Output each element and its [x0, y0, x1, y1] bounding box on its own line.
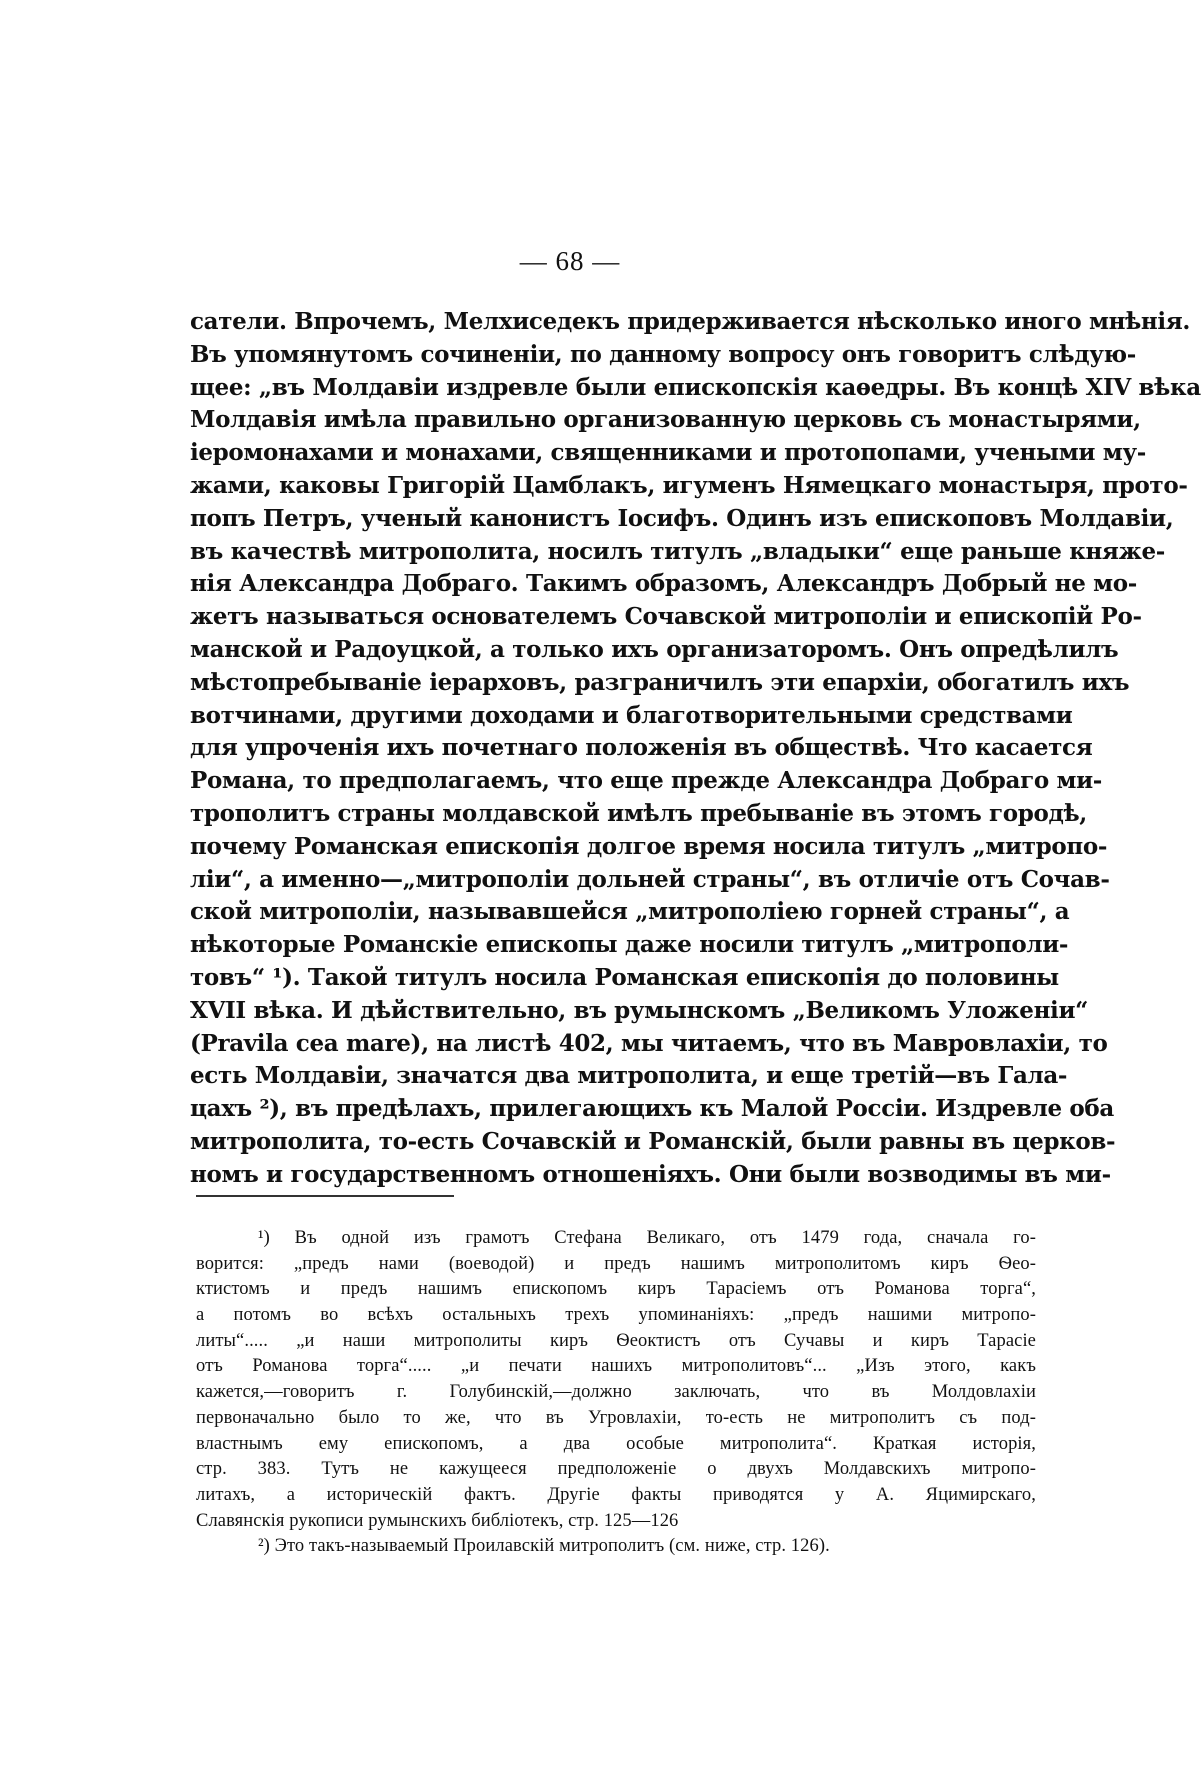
text-line: номъ и государственномъ отношеніяхъ. Они были возводимы въ ми-	[190, 1160, 1111, 1188]
footnote-1-line: первоначально было то же, что въ Угровлахіи, то-есть не митрополитъ съ под-	[196, 1407, 1036, 1428]
footnotes-block	[196, 1226, 1036, 1560]
text-line: ліи“, а именно—„митрополіи дольней страны“, въ отличіе отъ Сочав-	[190, 865, 1110, 893]
footnote-1-line: кажется,—говоритъ г. Голубинскій,—должно заключать, что въ Молдовлахіи	[196, 1382, 1036, 1403]
footnote-1-line: Славянскія рукописи румынскихъ библіотекъ, стр. 125—126	[196, 1510, 679, 1531]
text-line: Романа, то предполагаемъ, что еще прежде Александра Добраго ми-	[190, 767, 1102, 795]
text-line: для упроченія ихъ почетнаго положенія въ обществѣ. Что касается	[190, 734, 1093, 762]
text-line: митрополита, то-есть Сочавскій и Романскій, были равны въ церков-	[190, 1127, 1116, 1155]
footnote-1-line: литахъ, а историческій фактъ. Другіе факты приводятся у А. Яцимирскаго,	[196, 1484, 1036, 1505]
text-line: (Pravila cea mare), на листѣ 402, мы читаемъ, что въ Мавровлахіи, то	[190, 1029, 1108, 1057]
text-line: ской митрополіи, называвшейся „митрополіею горней страны“, а	[190, 898, 1070, 926]
footnote-1-line: стр. 383. Тутъ не кажущееся предположеніе о двухъ Молдавскихъ митропо-	[196, 1459, 1036, 1480]
text-line: Въ упомянутомъ сочиненіи, по данному вопросу онъ говоритъ слѣдую-	[190, 340, 1136, 368]
text-line: вотчинами, другими доходами и благотворительными средствами	[190, 701, 1073, 729]
footnote-1-line: литы“..... „и наши митрополиты киръ Ѳеоктистъ отъ Сучавы и киръ Тарасіе	[196, 1330, 1036, 1351]
text-line: щее: „въ Молдавіи издревле были епископскія каѳедры. Въ концѣ XIV вѣка	[190, 373, 1201, 401]
text-line: нія Александра Добраго. Такимъ образомъ, Александръ Добрый не мо-	[190, 570, 1137, 598]
text-line: товъ“ ¹). Такой титулъ носила Романская епископія до половины	[190, 963, 1059, 991]
footnote-1-line: отъ Романова торга“..... „и печати нашихъ митрополитовъ“... „Изъ этого, какъ	[196, 1356, 1036, 1377]
text-line: жетъ называться основателемъ Сочавской митрополіи и епископій Ро-	[190, 603, 1142, 631]
text-line: въ качествѣ митрополита, носилъ титулъ „владыки“ еще раньше княже-	[190, 537, 1165, 565]
text-line: сатели. Впрочемъ, Мелхиседекъ придерживается нѣсколько иного мнѣнія.	[190, 308, 1191, 335]
page-number: — 68 —	[519, 246, 621, 276]
footnote-separator	[196, 1195, 454, 1197]
text-line: цахъ ²), въ предѣлахъ, прилегающихъ къ Малой Россіи. Издревле оба	[190, 1095, 1114, 1123]
main-text-block	[190, 306, 1201, 1192]
text-line: іеромонахами и монахами, священниками и протопопами, учеными му-	[190, 439, 1146, 467]
footnote-1-line: властнымъ ему епископомъ, а два особые митрополита“. Краткая исторія,	[196, 1433, 1036, 1454]
text-line: попъ Петръ, ученый канонистъ Іосифъ. Одинъ изъ епископовъ Молдавіи,	[190, 504, 1174, 532]
footnote-1-line: ворится: „предъ нами (воеводой) и предъ нашимъ митрополитомъ киръ Ѳео-	[196, 1253, 1036, 1274]
footnote-2: ²) Это такъ-называемый Проилавскій митрополитъ (см. ниже, стр. 126).	[258, 1536, 830, 1557]
text-line: XVII вѣка. И дѣйствительно, въ румынскомъ „Великомъ Уложеніи“	[190, 996, 1089, 1024]
text-line: мѣстопребываніе іерарховъ, разграничилъ эти епархіи, обогатилъ ихъ	[190, 668, 1130, 696]
footnote-1-line: ¹) Въ одной изъ грамотъ Стефана Великаго, отъ 1479 года, сначала го-	[258, 1228, 1036, 1248]
text-line: нѣкоторые Романскіе епископы даже носили титулъ „митрополи-	[190, 931, 1069, 959]
text-line: жами, каковы Григорій Цамблакъ, игуменъ Нямецкаго монастыря, прото-	[190, 471, 1188, 499]
footnote-1-line: а потомъ во всѣхъ остальныхъ трехъ упоминаніяхъ: „предъ нашими митропо-	[196, 1305, 1036, 1326]
text-line: Молдавія имѣла правильно организованную церковь съ монастырями,	[190, 406, 1141, 434]
footnote-1-line: ктистомъ и предъ нашимъ епископомъ киръ Тарасіемъ отъ Романова торга“,	[196, 1279, 1036, 1300]
text-line: трополитъ страны молдавской имѣлъ пребываніе въ этомъ городѣ,	[190, 799, 1087, 827]
text-line: есть Молдавіи, значатся два митрополита, и еще третій—въ Гала-	[190, 1062, 1068, 1090]
text-line: манской и Радоуцкой, а только ихъ организаторомъ. Онъ опредѣлилъ	[190, 635, 1119, 663]
text-line: почему Романская епископія долгое время носила титулъ „митропо-	[190, 832, 1108, 860]
